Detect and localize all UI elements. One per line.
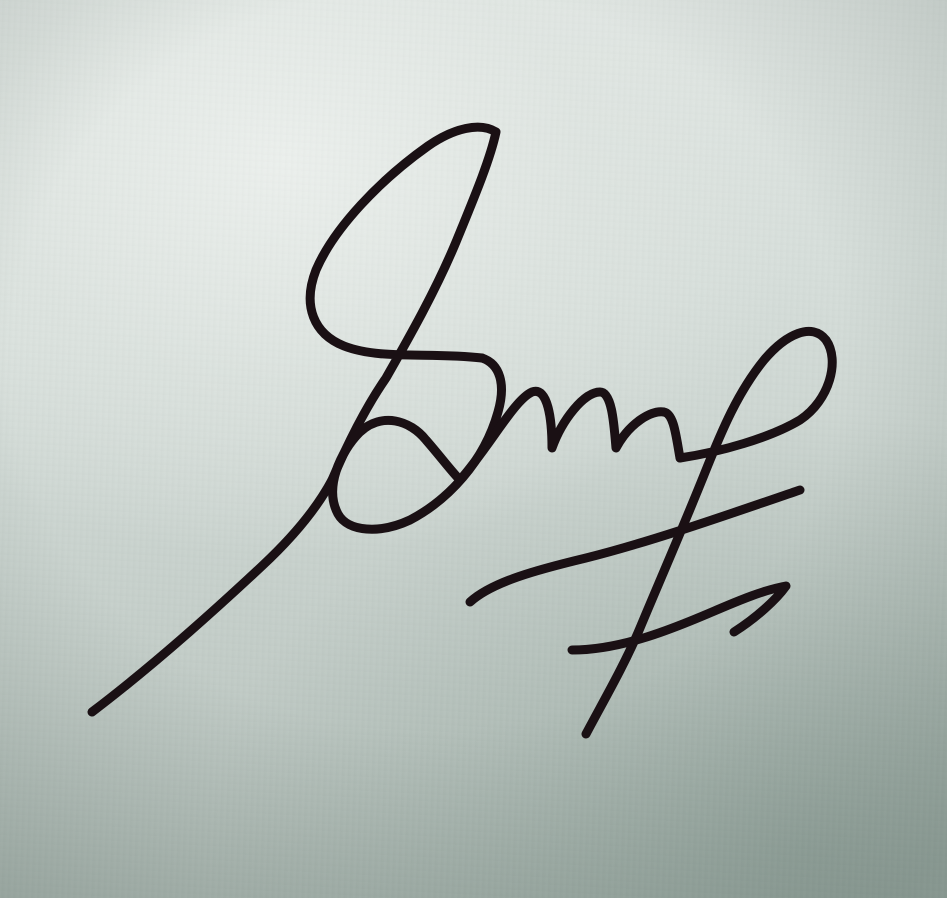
signature-upper-crossbar [470, 490, 800, 602]
signature-m-humps [460, 391, 680, 480]
signature-s-bowl [333, 358, 502, 529]
signature-f-loop [586, 331, 832, 734]
signature-lower-crossbar [572, 586, 786, 650]
signature-tail-stroke [92, 480, 332, 712]
